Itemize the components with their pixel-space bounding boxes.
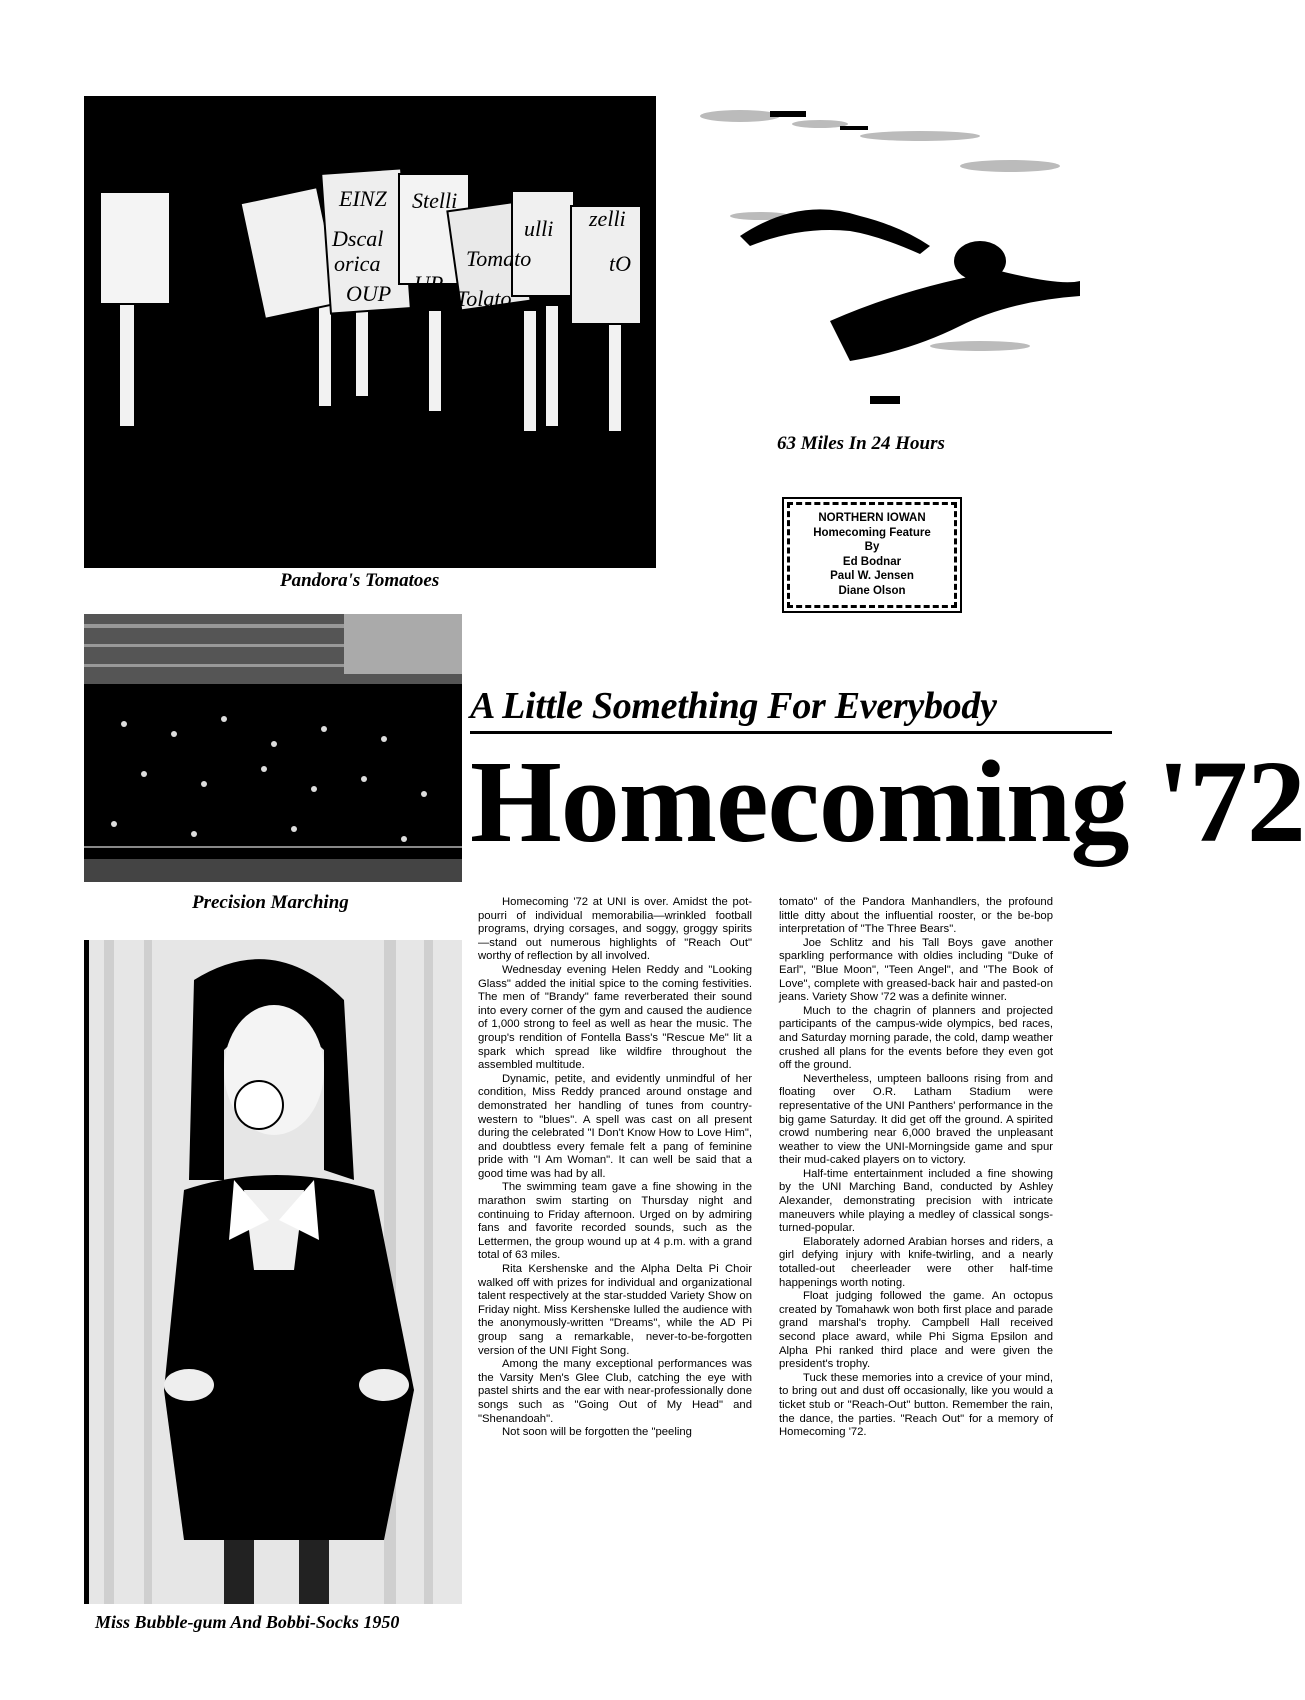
can-label: Tolato (456, 286, 512, 311)
article-paragraph: Much to the chagrin of planners and projected participants of the campus-wide olympics, bed races, and Saturday morning parade, the cold, damp weather crushed all plans for the events before they even got off the ground. (779, 1004, 1053, 1072)
article-paragraph: Wednesday evening Helen Reddy and "Looking Glass" added the initial spice to the coming festivities. The men of "Brandy" fame reverberated their sound into every corner of the gym and caused the audience of 1,000 strong to feel as well as hear the music. The group's rendition of Fontella Bass's "Rescue Me" lit a spark which spread like wildfire throughout the assembled multitude. (478, 963, 752, 1072)
can-label: ulli (524, 216, 554, 241)
can-label: OUP (346, 281, 392, 306)
article-paragraph: Float judging followed the game. An octopus created by Tomahawk won both first place and parade grand marshal's trophy. Campbell Hall received second place award, while Phi Sigma Epsilon and Alpha Phi ranked third place and were given the president's trophy. (779, 1290, 1053, 1371)
photo-miss-bubblegum (84, 940, 462, 1604)
caption-miss-bubblegum: Miss Bubble-gum And Bobbi-Socks 1950 (95, 1612, 400, 1632)
caption-swim: 63 Miles In 24 Hours (777, 433, 945, 454)
can-label: tO (609, 251, 631, 276)
credit-author: Diane Olson (838, 584, 906, 597)
credit-by: By (864, 541, 880, 553)
photo-precision-marching (84, 614, 462, 882)
can-label: UP (414, 271, 444, 296)
can-label: Dscal (332, 226, 384, 251)
byline-box (782, 497, 962, 613)
article-paragraph: Tuck these memories into a crevice of your mind, to bring out and dust off occasionally, like you would a ticket stub or "Reach-Out" button. Remember the rain, the dance, the parties. "Reach Out" for a memory of Homecoming '72. (779, 1371, 1053, 1439)
caption-precision-marching: Precision Marching (192, 892, 349, 913)
photo-swimmer (680, 96, 1080, 426)
credit-publication: NORTHERN IOWAN (818, 512, 926, 524)
article-paragraph: tomato" of the Pandora Manhandlers, the profound little ditty about the influential rooster, or the be-bop interpretation of "The Three Bears". (779, 896, 1053, 936)
article-paragraph: Joe Schlitz and his Tall Boys gave another sparkling performance with oldies including "Duke of Earl", "Blue Moon", "Teen Angel", and "The Book of Love", complete with greased-back hair and pasted-on jeans. Variety Show '72 was a definite winner. (779, 936, 1053, 1004)
article-paragraph: Rita Kershenske and the Alpha Delta Pi Choir walked off with prizes for individual and organizational talent respectively at the star-studded Variety Show on Friday night. Miss Kershenske lulled the audience with the anonymously-written "Dreams", while the AD Pi group sang a remarkable, never-to-be-forgotten version of the UNI Fight Song. (478, 1263, 752, 1357)
can-label: Stelli (412, 188, 458, 213)
article-paragraph: Not soon will be forgotten the "peeling (502, 1426, 692, 1439)
can-label: EINZ (339, 186, 387, 211)
article-column-1 (478, 896, 752, 1440)
article-column-2 (779, 896, 1053, 1440)
photo-pandoras-tomatoes (84, 96, 656, 568)
article-paragraph: Nevertheless, umpteen balloons rising from and floating over O.R. Latham Stadium were representative of the UNI Panthers' performance in the big game Saturday. It did get off the ground. A spirited crowd numbering near 6,000 braved the unpleasant weather to view the UNI-Morningside game and spur their mud-caked players on to victory. (779, 1072, 1053, 1167)
page-title: Homecoming '72 (470, 736, 1305, 867)
article-paragraph: Homecoming '72 at UNI is over. Amidst the pot-pourri of individual memorabilia—wrinkled football programs, drying corsages, and soggy, groggy spirits—stand out numerous highlights of "Reach Out" worthy of reflection by all involved. (478, 896, 752, 963)
article-paragraph: The swimming team gave a fine showing in the marathon swim starting on Thursday night and continuing to Friday afternoon. Urged on by admiring fans and favorite recorded sounds, such as the Lettermen, the group wound up at 4 p.m. with a grand total of 63 miles. (478, 1181, 752, 1262)
article-paragraph: Half-time entertainment included a fine showing by the UNI Marching Band, conducted by Ashley Alexander, demonstrating precision with intricate maneuvers while playing a medley of classical songs-turned-popular. (779, 1167, 1053, 1235)
subheadline: A Little Something For Everybody (470, 685, 997, 727)
article-paragraph: Dynamic, petite, and evidently unmindful of her condition, Miss Reddy pranced around onstage and demonstrated her handling of tunes from country-western to "blues". A spell was cast on all present during the celebrated "I Don't Know How to Love Him", and doubtless every female felt a pang of feminine pride with "I Am Woman". It can well be said that a good time was had by all. (478, 1072, 752, 1180)
headline-rule (470, 731, 1112, 734)
article-paragraph: Elaborately adorned Arabian horses and riders, a girl defying injury with knife-twirling, and a nearly totalled-out cheerleader were other half-time happenings worth noting. (779, 1235, 1053, 1289)
article-paragraph: Among the many exceptional performances was the Varsity Men's Glee Club, catching the eye with pastel shirts and the ear with near-professionally done songs such as "Going Out of My Head" and "Shenandoah". (478, 1358, 752, 1425)
can-label: Tomato (466, 246, 532, 271)
can-label: zelli (589, 206, 626, 231)
can-label: orica (334, 251, 381, 276)
credit-author: Ed Bodnar (842, 555, 902, 568)
credit-feature: Homecoming Feature (813, 526, 931, 539)
credit-author: Paul W. Jensen (830, 570, 914, 582)
caption-pandoras-tomatoes: Pandora's Tomatoes (280, 570, 440, 591)
